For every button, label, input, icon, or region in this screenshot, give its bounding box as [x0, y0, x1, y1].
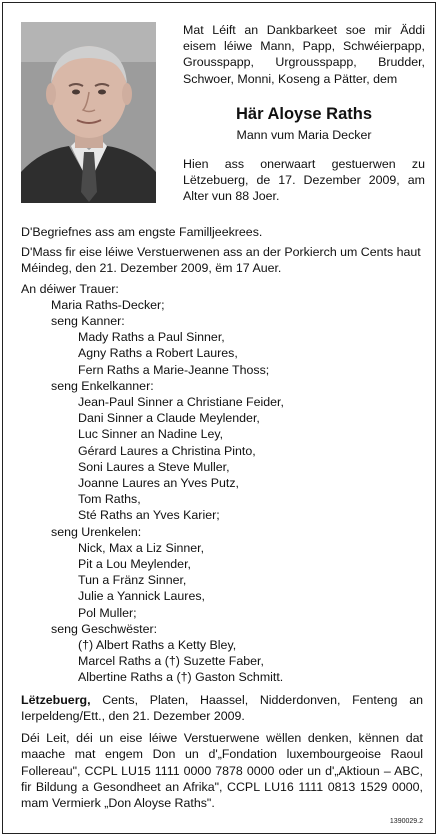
- place-name: Lëtzebuerg,: [21, 692, 91, 707]
- list-item: Albertine Raths a (†) Gaston Schmitt.: [78, 670, 284, 685]
- death-announcement: Hien ass onerwaart gestuerwen zu Lëtzebuerg, de 17. Dezember 2009, am Alter vun 88 Joer.: [183, 157, 425, 204]
- list-item: Nick, Max a Liz Sinner,: [78, 540, 205, 555]
- great-grandchildren-label: seng Urenkelen:: [51, 524, 142, 539]
- intro-text: Mat Léift an Dankbarkeet soe mir Äddi eisem léiwe Mann, Papp, Schwéierpapp, Grousspapp, Urgrousspapp, Brudder, Schwoer, Monni, Koseng a Pätter, dem: [183, 23, 425, 86]
- list-item: Agny Raths a Robert Laures,: [78, 346, 238, 361]
- list-item: Sté Raths an Yves Karier;: [78, 508, 220, 523]
- mourners-label: An déiwer Trauer:: [21, 281, 119, 296]
- list-item: Jean-Paul Sinner a Christiane Feider,: [78, 395, 284, 410]
- list-item: Julie a Yannick Laures,: [78, 589, 205, 604]
- siblings-label: seng Geschwëster:: [51, 621, 158, 636]
- mass-info: D'Mass fir eise léiwe Verstuerwenen ass an der Porkierch um Cents haut Méindeg, den 21. Dezember 2009, ëm 17 Auer.: [21, 245, 421, 276]
- obituary-notice: [2, 2, 436, 834]
- donation-info: Déi Leit, déi un eise léiwe Verstuerwene wëllen denken, kënnen dat maache mat engem Don un d'„Fondation luxembourgeoise Raoul Follereau", CCPL LU15 1111 0000 7878 0000 oder un d'„Aktioun – ABC, fir Bildung a Gesondheet an Afrika", CCPL LU16 1111 0813 1529 0000, mam Vermierk „Don Aloyse Raths".: [21, 731, 423, 810]
- children-label: seng Kanner:: [51, 314, 125, 329]
- widow-line: Maria Raths-Decker;: [51, 297, 165, 312]
- list-item: Tom Raths,: [78, 492, 141, 507]
- reference-number: 1390029.2: [389, 818, 423, 825]
- place-date-line: [21, 692, 423, 724]
- list-item: Gérard Laures a Christina Pinto,: [78, 443, 256, 458]
- list-item: Fern Raths a Marie-Jeanne Thoss;: [78, 362, 270, 377]
- list-item: Soni Laures a Steve Muller,: [78, 459, 230, 474]
- list-item: Pol Muller;: [78, 605, 137, 620]
- grandchildren-list: [21, 394, 423, 524]
- siblings-list: [21, 637, 423, 686]
- list-item: Luc Sinner an Nadine Ley,: [78, 427, 224, 442]
- list-item: Dani Sinner a Claude Meylender,: [78, 411, 260, 426]
- list-item: Mady Raths a Paul Sinner,: [78, 330, 225, 345]
- deceased-name: Här Aloyse Raths: [235, 104, 373, 123]
- great-grandchildren-list: [21, 540, 423, 621]
- place-details: Cents, Platen, Haassel, Nidderdonven, Fenteng an Ierpeldeng/Ett., den 21. Dezember 2009.: [21, 692, 423, 723]
- children-list: [21, 329, 423, 378]
- list-item: Joanne Laures an Yves Putz,: [78, 476, 239, 491]
- list-item: Marcel Raths a (†) Suzette Faber,: [78, 654, 264, 669]
- list-item: Tun a Fränz Sinner,: [78, 573, 187, 588]
- portrait-photo: [21, 22, 156, 203]
- notice-body: [21, 224, 423, 811]
- list-item: Pit a Lou Meylender,: [78, 557, 191, 572]
- grandchildren-label: seng Enkelkanner:: [51, 378, 154, 393]
- portrait-illustration: [21, 22, 156, 203]
- spouse-line: Mann vum Maria Decker: [236, 127, 372, 142]
- list-item: (†) Albert Raths a Ketty Bley,: [78, 638, 237, 653]
- header-text-block: [183, 22, 425, 205]
- burial-info: D'Begriefnes ass am engste Familljeekrees.: [21, 225, 263, 239]
